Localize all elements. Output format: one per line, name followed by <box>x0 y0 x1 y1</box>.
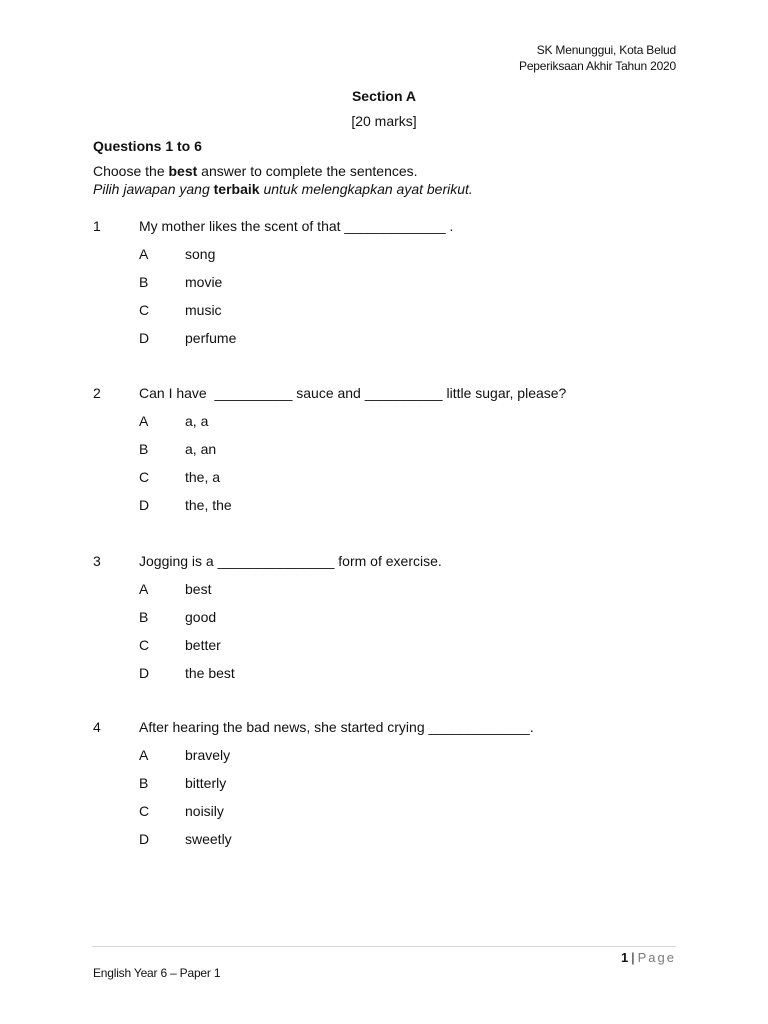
instruction-malay-bold: terbaik <box>213 181 260 197</box>
option-b <box>93 441 693 469</box>
option-letter: D <box>139 831 150 847</box>
option-text: song <box>185 246 216 262</box>
exam-name: Peperiksaan Akhir Tahun 2020 <box>519 59 676 73</box>
page-number-value: 1 <box>621 950 629 965</box>
question-1 <box>93 218 693 358</box>
question-number: 2 <box>93 385 101 401</box>
option-letter: D <box>139 330 150 346</box>
option-text: better <box>185 637 221 653</box>
option-text: a, an <box>185 441 217 457</box>
option-letter: A <box>139 246 149 262</box>
option-b <box>93 274 693 302</box>
option-a <box>93 413 693 441</box>
option-text: sweetly <box>185 831 232 847</box>
option-letter: A <box>139 581 149 597</box>
option-c <box>93 302 693 330</box>
instruction-malay-after: untuk melengkapkan ayat berikut. <box>259 181 473 197</box>
option-c <box>93 803 693 831</box>
question-number: 1 <box>93 218 101 234</box>
option-b <box>93 775 693 803</box>
instruction-english <box>93 163 418 179</box>
option-d <box>93 497 693 525</box>
question-stem <box>93 385 693 413</box>
question-stem <box>93 719 693 747</box>
option-text: bitterly <box>185 775 227 791</box>
option-d <box>93 330 693 358</box>
option-letter: C <box>139 637 150 653</box>
section-marks: [20 marks] <box>351 113 417 129</box>
option-letter: C <box>139 302 150 318</box>
question-number: 3 <box>93 553 101 569</box>
option-text: the best <box>185 665 235 681</box>
question-stem <box>93 218 693 246</box>
option-letter: A <box>139 413 149 429</box>
question-text: Can I have __________ sauce and __________ little sugar, please? <box>139 385 567 401</box>
option-a <box>93 747 693 775</box>
option-letter: C <box>139 469 150 485</box>
option-letter: B <box>139 441 149 457</box>
option-text: bravely <box>185 747 231 763</box>
option-text: good <box>185 609 217 625</box>
instruction-malay <box>93 181 473 197</box>
question-stem <box>93 553 693 581</box>
option-text: a, a <box>185 413 209 429</box>
option-d <box>93 665 693 693</box>
option-letter: B <box>139 609 149 625</box>
footer-divider <box>92 946 676 947</box>
option-text: noisily <box>185 803 224 819</box>
option-letter: B <box>139 775 149 791</box>
instruction-malay-before: Pilih jawapan yang <box>93 181 214 197</box>
page-label: Page <box>637 950 676 965</box>
option-letter: D <box>139 665 150 681</box>
option-text: the, the <box>185 497 232 513</box>
page-number <box>621 950 676 965</box>
question-3 <box>93 553 693 693</box>
option-a <box>93 246 693 274</box>
instruction-english-before: Choose the <box>93 163 169 179</box>
option-b <box>93 609 693 637</box>
question-text: Jogging is a _______________ form of exercise. <box>139 553 442 569</box>
option-text: movie <box>185 274 223 290</box>
question-2 <box>93 385 693 525</box>
instruction-english-after: answer to complete the sentences. <box>197 163 418 179</box>
option-text: best <box>185 581 212 597</box>
school-name: SK Menunggui, Kota Belud <box>536 43 676 57</box>
option-c <box>93 637 693 665</box>
option-c <box>93 469 693 497</box>
option-letter: C <box>139 803 150 819</box>
page-header <box>519 42 676 74</box>
page-separator: | <box>631 950 635 965</box>
option-text: perfume <box>185 330 237 346</box>
question-number: 4 <box>93 719 101 735</box>
question-text: After hearing the bad news, she started crying _____________. <box>139 719 534 735</box>
option-a <box>93 581 693 609</box>
question-4 <box>93 719 693 859</box>
option-text: the, a <box>185 469 221 485</box>
option-text: music <box>185 302 222 318</box>
instruction-english-bold: best <box>168 163 198 179</box>
question-text: My mother likes the scent of that _____________ . <box>139 218 454 234</box>
questions-heading: Questions 1 to 6 <box>93 138 202 154</box>
option-letter: D <box>139 497 150 513</box>
option-letter: B <box>139 274 149 290</box>
option-letter: A <box>139 747 149 763</box>
paper-label: English Year 6 – Paper 1 <box>93 966 221 980</box>
section-title: Section A <box>351 88 417 104</box>
option-d <box>93 831 693 859</box>
